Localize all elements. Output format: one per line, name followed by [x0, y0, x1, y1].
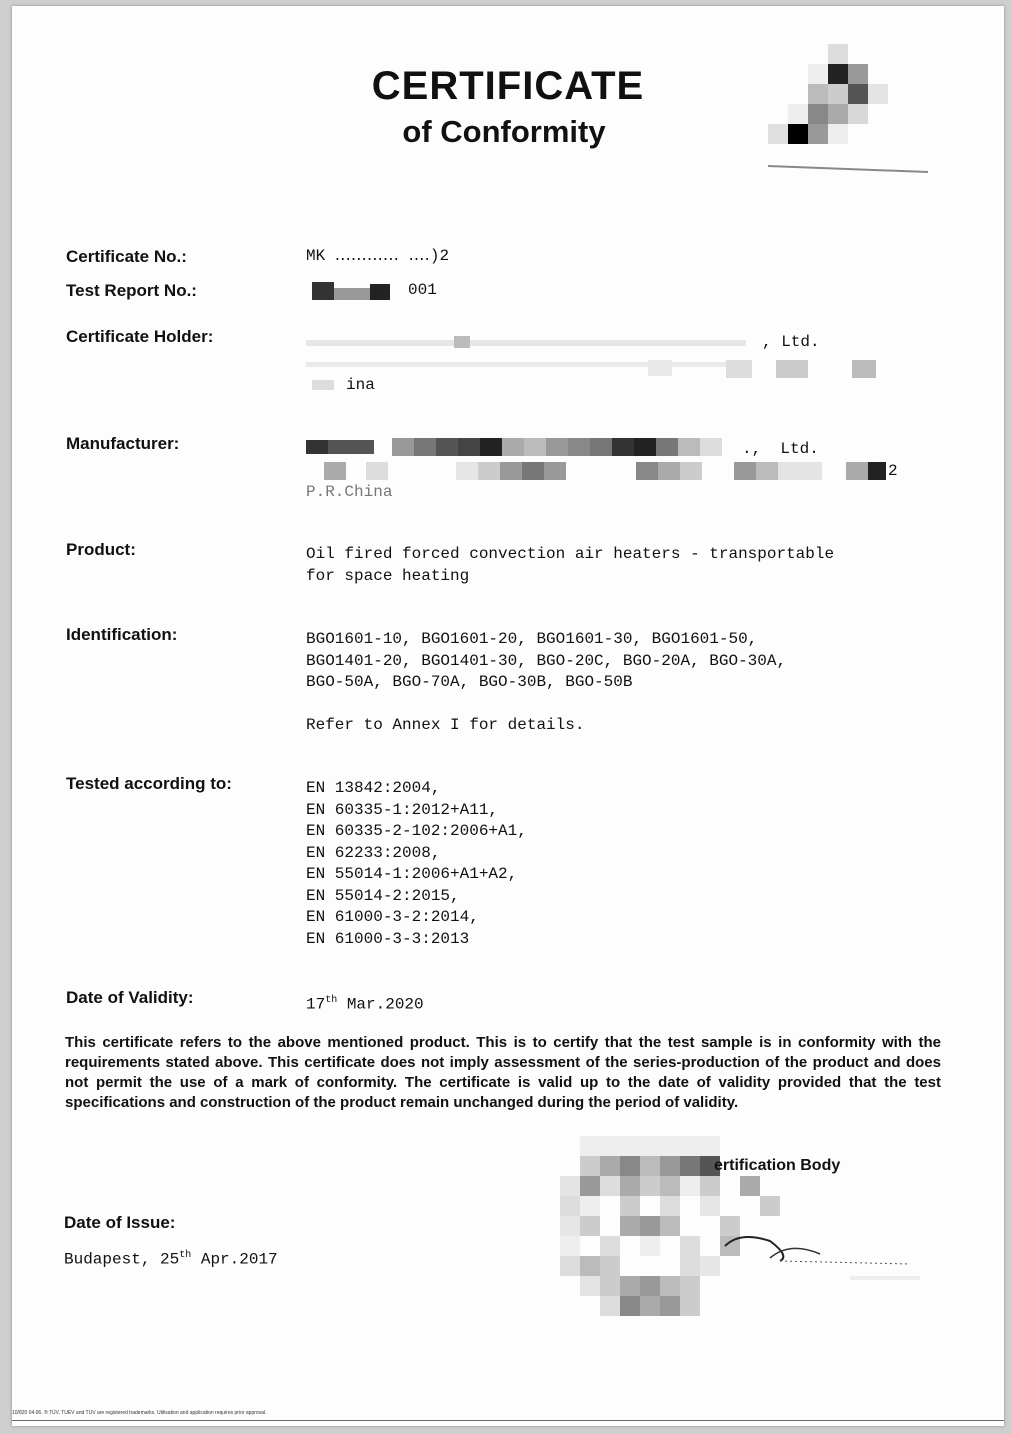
- footer-trademark-note: [12, 1410, 266, 1416]
- date-of-issue-value: [64, 1250, 278, 1268]
- identification-note: Refer to Annex I for details.: [306, 716, 585, 734]
- test-report-no-label: Test Report No.:: [66, 281, 197, 300]
- issue-month-year: Apr.2017: [191, 1250, 278, 1269]
- pixelated-logo-icon: [768, 44, 928, 184]
- product-value: [306, 544, 834, 587]
- standard-item: EN 61000-3-3:2013: [306, 929, 470, 948]
- date-of-validity-label: Date of Validity:: [66, 988, 194, 1007]
- identification-line: BGO-50A, BGO-70A, BGO-30B, BGO-50B: [306, 673, 633, 691]
- manufacturer-line-3: P.R.China: [306, 483, 393, 501]
- product-line: for space heating: [306, 566, 470, 585]
- certification-body-label: ertification Body: [714, 1157, 841, 1174]
- tested-according-to-label: Tested according to:: [66, 774, 232, 793]
- certificate-statement: This certificate refers to the above mentioned product. This is to certify that the test sample is in conformity with the requirements stated above. This certificate does not imply assessment of the series-production of the product and does not permit the use of a mark of conformity. The certificate is valid up to the date of validity provided that the test specifications and construction of the product remain unchanged during the period of validity.: [65, 1034, 941, 1111]
- validity-day-suffix: th: [325, 995, 338, 1006]
- issuer-logo-redacted: [768, 44, 928, 189]
- certificate-page: [12, 6, 1004, 1426]
- manufacturer-label: Manufacturer:: [66, 434, 180, 453]
- validity-month-year: Mar.2020: [337, 995, 424, 1014]
- certificate-no-label: Certificate No.:: [66, 247, 187, 266]
- standard-item: EN 62233:2008,: [306, 843, 441, 862]
- validity-day: 17: [306, 995, 326, 1014]
- test-report-no-value: 001: [408, 281, 437, 299]
- certificate-no-value: MK ‥‥‥‥‥‥ ‥‥)2: [306, 247, 450, 265]
- standard-item: EN 60335-1:2012+A11,: [306, 800, 499, 819]
- standard-item: EN 61000-3-2:2014,: [306, 908, 479, 926]
- product-label: Product:: [66, 540, 136, 559]
- identification-value: [306, 629, 786, 694]
- standards-list: [306, 778, 527, 950]
- manufacturer-line-1: ., Ltd.: [742, 440, 819, 458]
- certificate-holder-line-1: , Ltd.: [762, 333, 820, 351]
- certificate-subtitle: of Conformity: [402, 114, 606, 149]
- certificate-holder-line-2: ina: [346, 376, 375, 394]
- standard-item: EN 55014-2:2015,: [306, 886, 460, 905]
- footer-text: 10/820 04.06. ® TÜV, TUEV and TUV are registered trademarks. Utilisation and application requires prior approval.: [12, 1410, 267, 1416]
- certificate-title: CERTIFICATE: [371, 64, 645, 108]
- identification-line: BGO1601-10, BGO1601-20, BGO1601-30, BGO1601-50,: [306, 630, 758, 648]
- identification-label: Identification:: [66, 625, 178, 644]
- standard-item: EN 60335-2-102:2006+A1,: [306, 822, 527, 840]
- issue-day-suffix: th: [179, 1250, 192, 1261]
- product-line: Oil fired forced convection air heaters - transportable: [306, 545, 835, 563]
- identification-line: BGO1401-20, BGO1401-30, BGO-20C, BGO-20A, BGO-30A,: [306, 651, 787, 670]
- manufacturer-redaction: [306, 434, 916, 490]
- test-report-redaction: [312, 282, 402, 302]
- date-of-issue-label: Date of Issue:: [64, 1213, 176, 1232]
- manufacturer-line-2: 2: [888, 462, 898, 480]
- issue-place-day: Budapest, 25: [64, 1250, 180, 1269]
- certificate-holder-label: Certificate Holder:: [66, 327, 214, 346]
- standard-item: EN 55014-1:2006+A1+A2,: [306, 865, 518, 883]
- date-of-validity-value: [306, 990, 424, 1016]
- standard-item: EN 13842:2004,: [306, 779, 441, 797]
